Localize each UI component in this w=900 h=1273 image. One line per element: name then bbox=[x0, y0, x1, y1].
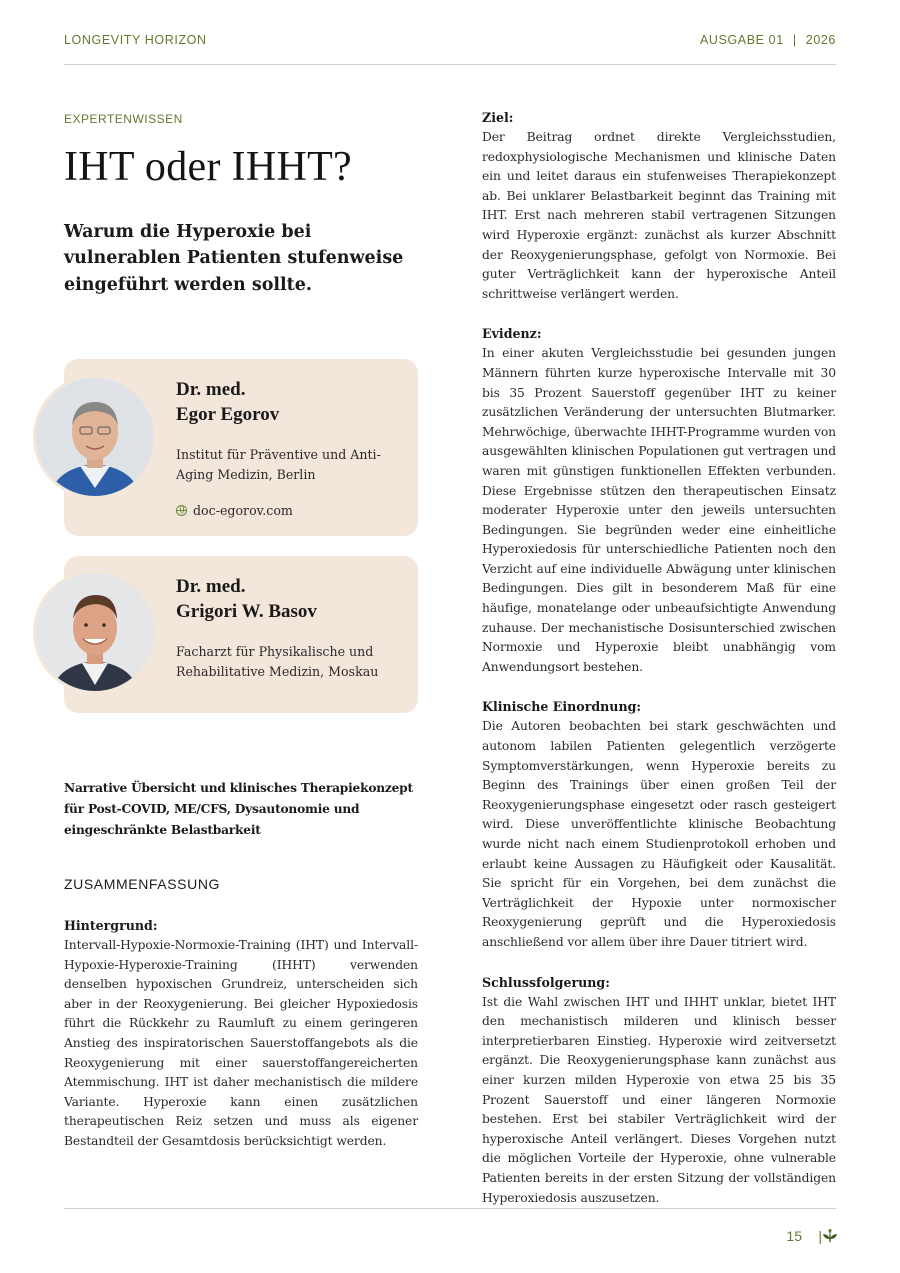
author-title: Dr. med. bbox=[176, 576, 246, 597]
author-card-egorov bbox=[64, 359, 418, 536]
section-text: Die Autoren beobachten bei stark geschwächten und autonom labilen Patienten gelegentlich verzögerte Symptomverstärkungen, wenn Hyperoxie bereits zu Beginn des Trainings über einen großen Teil der Reoxygenierungsphase eingesetzt oder rasch gesteigert wird. Diese unveröffentlichte klinische Beobachtung wurde nicht nach einem Studienprotokoll erhoben und erlaubt keine Aussagen zu Häufigkeit oder Kausalität. Sie spricht für ein Vorgehen, bei dem zunächst die Verträglichkeit der Hypoxie unter normoxischer Reoxygenierung geprüft und die Hyperoxiedosis anschließend vor allem über ihre Dauer titriert wird. bbox=[482, 719, 836, 949]
section-heading: Evidenz: bbox=[482, 326, 542, 342]
header-divider bbox=[64, 64, 836, 65]
section-hintergrund bbox=[64, 916, 418, 1152]
author-name: Egor Egorov bbox=[176, 404, 280, 425]
issue-info bbox=[700, 33, 836, 47]
section-heading: Schlussfolgerung: bbox=[482, 974, 610, 990]
footer-separator: | bbox=[818, 1228, 822, 1244]
issue-separator: | bbox=[792, 33, 797, 47]
section-schluss bbox=[482, 973, 836, 1209]
title-block bbox=[64, 108, 418, 298]
issue-year: 2026 bbox=[805, 33, 836, 47]
section-text: Der Beitrag ordnet direkte Vergleichsstudien, redoxphysiologische Mechanismen und klinische Daten ein und leitet daraus ein stufenweises Therapiekonzept ab. Bei unklarer Belastbarkeit beginnt das Training mit IHT. Erst nach mehreren stabil vertragenen Sitzungen wird Hyperoxie ergänzt: zunächst als kurzer Abschnitt der Reoxygenierungsphase, gefolgt von Normoxie. Bei guter Verträglichkeit kann der hyperoxische Anteil schrittweise verlängert werden. bbox=[482, 130, 836, 301]
article-subtitle: Warum die Hyperoxie bei vulnerablen Patienten stufenweise eingeführt werden sollte. bbox=[64, 222, 404, 295]
section-text: Ist die Wahl zwischen IHT und IHHT unklar, bietet IHT den mechanistisch milderen und klinisch besser interpretierbaren Einstieg. Hyperoxie wird zeitversetzt ergänzt. Die Reoxygenierungsphase kann zunächst aus einer kurzen milden Hyperoxie von etwa 25 bis 35 Prozent Sauerstoff und einer längeren Normoxie bestehen. Erst bei stabiler Verträglichkeit wird der hyperoxische Anteil verlängert. Dieses Vorgehen nutzt die möglichen Vorteile der Hyperoxie, ohne vulnerable Patienten bereits in der ersten Sitzung der vollständigen Hyperoxiedosis auszusetzen. bbox=[482, 994, 836, 1205]
leaf-icon bbox=[822, 1229, 838, 1243]
globe-icon bbox=[176, 505, 187, 516]
author-info-basov bbox=[176, 574, 408, 682]
issue-label: AUSGABE 01 bbox=[699, 33, 784, 47]
footer-divider bbox=[64, 1208, 836, 1209]
author-photo-basov bbox=[33, 570, 157, 694]
author-info-egorov bbox=[176, 377, 408, 518]
section-kicker: EXPERTENWISSEN bbox=[64, 112, 183, 126]
section-text: In einer akuten Vergleichsstudie bei gesunden jungen Männern führten kurze hyperoxische Intervalle mit 30 bis 35 Prozent Sauerstoff gegenüber IHT zu keiner zusätzlichen Veränderung der untersuchten Blutmarker. Mehrwöchige, überwachte IHHT-Programme wurden von ausgewählten klinischen Populationen gut vertragen und waren mit günstigen funktionellen Effekten verbunden. Diese Ergebnisse stützen den therapeutischen Einsatz moderater Hyperoxie unter den jeweils untersuchten Bedingungen. Sie begründen weder eine einheitliche Hyperoxiedosis für unterschiedliche Patienten noch den Verzicht auf eine individuelle Abwägung unter klinischen Bedingungen. Dies gilt in besonderem Maß für eine häufige, monatelange oder unbeaufsichtigte Anwendung zuhause. Der mechanistische Dosisunterschied zwischen Normoxie und Hyperoxie bleibt unabhängig vom Anwendungsort bestehen. bbox=[482, 346, 836, 674]
page-header bbox=[64, 30, 836, 50]
author-website[interactable] bbox=[176, 503, 408, 518]
right-column bbox=[482, 108, 836, 1228]
summary-heading: ZUSAMMENFASSUNG bbox=[64, 876, 221, 892]
author-institution: Institut für Präventive und Anti-Aging Medizin, Berlin bbox=[176, 447, 381, 482]
page-number: 15 bbox=[786, 1228, 802, 1244]
author-photo-egorov bbox=[33, 375, 157, 499]
author-title: Dr. med. bbox=[176, 379, 246, 400]
section-ziel bbox=[482, 108, 836, 304]
section-heading: Klinische Einordnung: bbox=[482, 699, 642, 715]
magazine-name: LONGEVITY HORIZON bbox=[64, 33, 207, 47]
article-overview: Narrative Übersicht und klinisches Therapiekonzept für Post-COVID, ME/CFS, Dysautonomie und eingeschränkte Belastbarkeit bbox=[64, 781, 413, 837]
section-text: Intervall-Hypoxie-Normoxie-Training (IHT) und Intervall-Hypoxie-Hyperoxie-Training (IHHT) verwenden denselben hypoxischen Grundreiz, unterscheiden sich aber in der Reoxygenierung. Bei gleicher Hypoxiedosis führt die Rückkehr zu Raumluft zu einem geringeren Anstieg des inspiratorischen Sauerstoffangebots als die Reoxygenierung mit einer sauerstoffangereicherten Atemmischung. IHT ist daher mechanistisch die mildere Variante. Hyperoxie kann einen zusätzlichen therapeutischen Reiz setzen und muss als eigener Bestandteil der Gesamtdosis berücksichtigt werden. bbox=[64, 938, 418, 1148]
author-institution: Facharzt für Physikalische und Rehabilitative Medizin, Moskau bbox=[176, 644, 379, 679]
author-website-link[interactable]: doc-egorov.com bbox=[193, 503, 293, 518]
section-heading: Ziel: bbox=[482, 110, 514, 125]
article-title: IHT oder IHHT? bbox=[64, 144, 352, 190]
section-evidenz bbox=[482, 324, 836, 677]
author-card-basov bbox=[64, 556, 418, 713]
section-einordnung bbox=[482, 697, 836, 952]
section-heading: Hintergrund: bbox=[64, 918, 158, 933]
author-name: Grigori W. Basov bbox=[176, 601, 317, 622]
